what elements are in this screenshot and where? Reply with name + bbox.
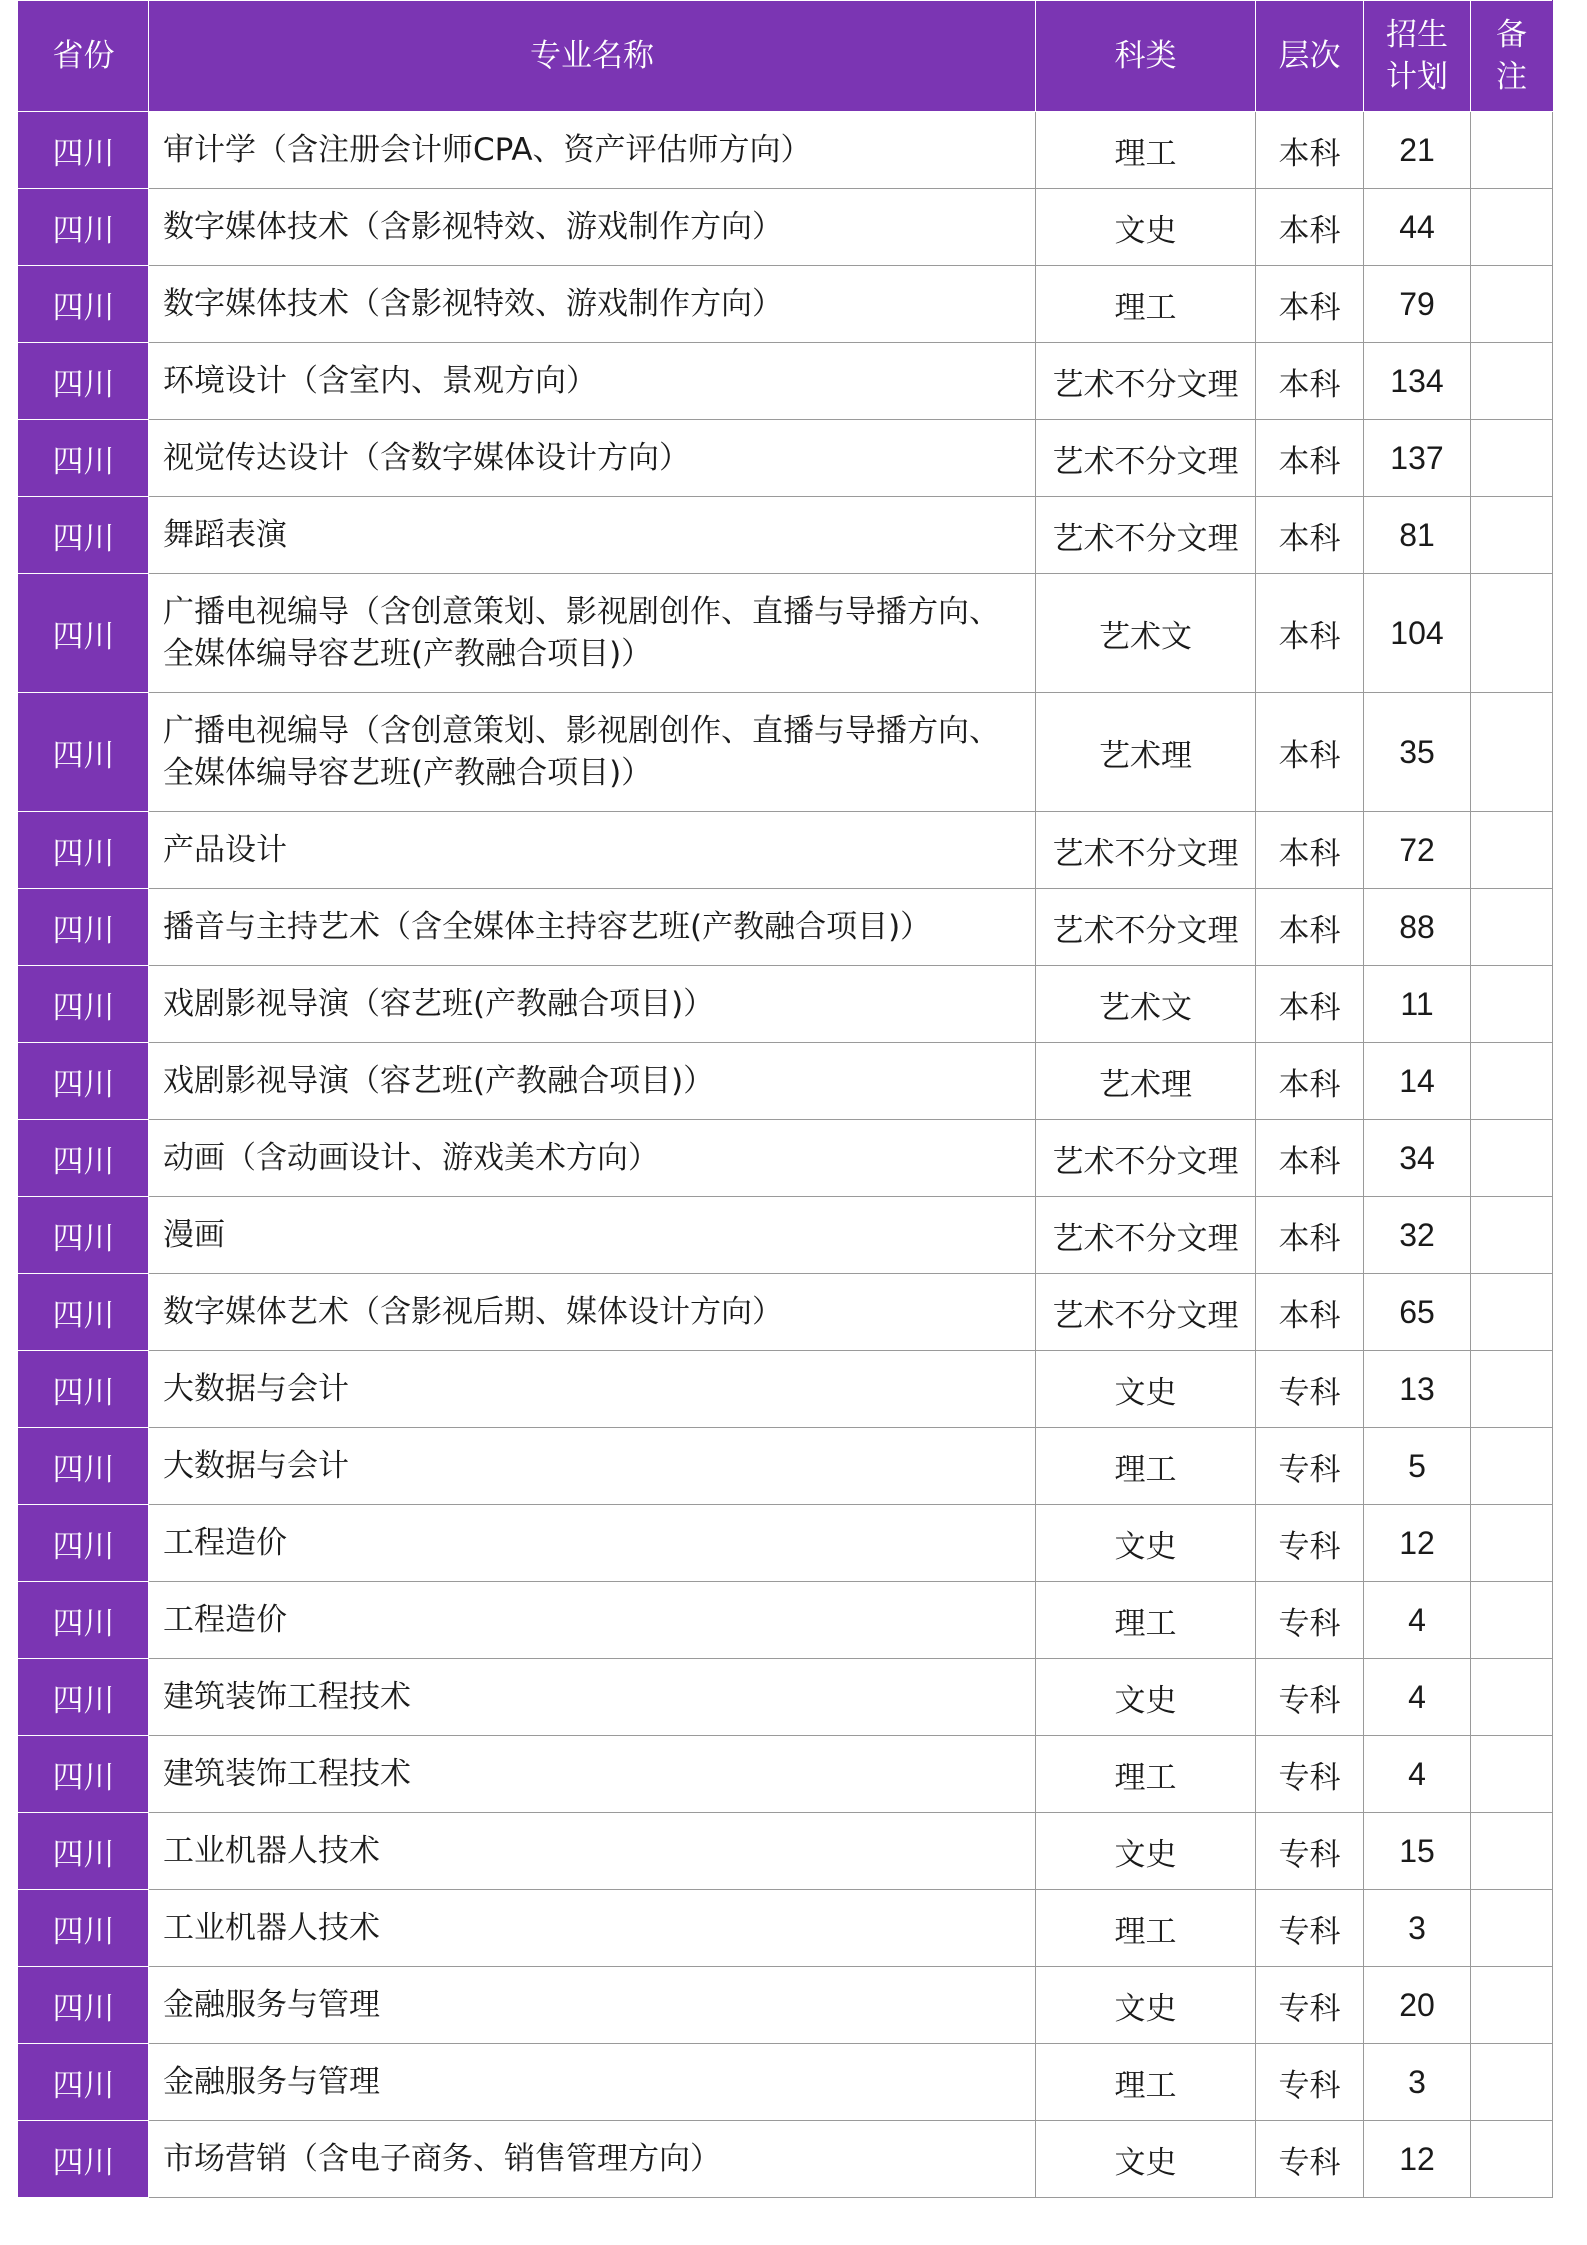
table-row <box>19 1351 1553 1428</box>
table-row <box>19 343 1553 420</box>
major-cell: 大数据与会计 <box>149 1428 1036 1505</box>
note-cell <box>1471 693 1553 812</box>
level-cell: 专科 <box>1256 1813 1364 1890</box>
note-cell <box>1471 343 1553 420</box>
header-note <box>1471 1 1553 112</box>
plan-count-cell: 35 <box>1364 693 1471 812</box>
level-cell: 专科 <box>1256 1351 1364 1428</box>
plan-count-cell: 137 <box>1364 420 1471 497</box>
header-major: 专业名称 <box>149 1 1036 112</box>
plan-count-cell: 3 <box>1364 2044 1471 2121</box>
table-row <box>19 420 1553 497</box>
major-cell: 产品设计 <box>149 812 1036 889</box>
table-row <box>19 1890 1553 1967</box>
table-row <box>19 1197 1553 1274</box>
table-row <box>19 1274 1553 1351</box>
table-row <box>19 693 1553 812</box>
plan-count-cell: 72 <box>1364 812 1471 889</box>
province-cell: 四川 <box>19 812 149 889</box>
note-cell <box>1471 1813 1553 1890</box>
major-cell: 视觉传达设计（含数字媒体设计方向） <box>149 420 1036 497</box>
level-cell: 本科 <box>1256 266 1364 343</box>
category-cell: 理工 <box>1036 266 1256 343</box>
table-row <box>19 966 1553 1043</box>
level-cell: 本科 <box>1256 574 1364 693</box>
category-cell: 艺术理 <box>1036 693 1256 812</box>
major-cell: 建筑装饰工程技术 <box>149 1659 1036 1736</box>
major-cell: 戏剧影视导演（容艺班(产教融合项目)） <box>149 1043 1036 1120</box>
major-cell: 播音与主持艺术（含全媒体主持容艺班(产教融合项目)） <box>149 889 1036 966</box>
major-cell: 动画（含动画设计、游戏美术方向） <box>149 1120 1036 1197</box>
table-row <box>19 189 1553 266</box>
province-cell: 四川 <box>19 420 149 497</box>
table-row <box>19 1813 1553 1890</box>
level-cell: 本科 <box>1256 420 1364 497</box>
table-row <box>19 266 1553 343</box>
major-cell: 戏剧影视导演（容艺班(产教融合项目)） <box>149 966 1036 1043</box>
category-cell: 理工 <box>1036 2044 1256 2121</box>
province-cell: 四川 <box>19 1428 149 1505</box>
major-cell: 工程造价 <box>149 1505 1036 1582</box>
category-cell: 文史 <box>1036 1659 1256 1736</box>
category-cell: 理工 <box>1036 1582 1256 1659</box>
table-row <box>19 2044 1553 2121</box>
plan-count-cell: 32 <box>1364 1197 1471 1274</box>
major-cell: 建筑装饰工程技术 <box>149 1736 1036 1813</box>
province-cell: 四川 <box>19 189 149 266</box>
plan-count-cell: 34 <box>1364 1120 1471 1197</box>
table-row <box>19 1120 1553 1197</box>
level-cell: 本科 <box>1256 1120 1364 1197</box>
major-cell: 市场营销（含电子商务、销售管理方向） <box>149 2121 1036 2198</box>
level-cell: 本科 <box>1256 112 1364 189</box>
province-cell: 四川 <box>19 1582 149 1659</box>
header-plan <box>1364 1 1471 112</box>
note-cell <box>1471 1736 1553 1813</box>
major-line: 广播电视编导（含创意策划、影视剧创作、直播与导播方向、 <box>163 594 1000 630</box>
category-cell: 艺术文 <box>1036 574 1256 693</box>
header-category: 科类 <box>1036 1 1256 112</box>
province-cell: 四川 <box>19 112 149 189</box>
note-cell <box>1471 1582 1553 1659</box>
province-cell: 四川 <box>19 1736 149 1813</box>
province-cell: 四川 <box>19 693 149 812</box>
level-cell: 专科 <box>1256 1736 1364 1813</box>
table-body <box>19 112 1553 2198</box>
province-cell: 四川 <box>19 343 149 420</box>
major-cell: 审计学（含注册会计师CPA、资产评估师方向） <box>149 112 1036 189</box>
major-cell: 金融服务与管理 <box>149 1967 1036 2044</box>
major-cell: 工业机器人技术 <box>149 1890 1036 1967</box>
plan-count-cell: 44 <box>1364 189 1471 266</box>
note-cell <box>1471 1967 1553 2044</box>
major-cell: 舞蹈表演 <box>149 497 1036 574</box>
plan-count-cell: 13 <box>1364 1351 1471 1428</box>
category-cell: 理工 <box>1036 112 1256 189</box>
major-line: 全媒体编导容艺班(产教融合项目)） <box>163 755 653 791</box>
level-cell: 专科 <box>1256 1505 1364 1582</box>
level-cell: 专科 <box>1256 2044 1364 2121</box>
category-cell: 文史 <box>1036 1351 1256 1428</box>
table-row <box>19 1505 1553 1582</box>
note-cell <box>1471 189 1553 266</box>
level-cell: 专科 <box>1256 1582 1364 1659</box>
note-cell <box>1471 1274 1553 1351</box>
category-cell: 理工 <box>1036 1428 1256 1505</box>
level-cell: 专科 <box>1256 1967 1364 2044</box>
table-header <box>19 1 1553 112</box>
plan-count-cell: 4 <box>1364 1659 1471 1736</box>
major-cell: 金融服务与管理 <box>149 2044 1036 2121</box>
level-cell: 专科 <box>1256 2121 1364 2198</box>
category-cell: 艺术不分文理 <box>1036 889 1256 966</box>
level-cell: 本科 <box>1256 812 1364 889</box>
plan-count-cell: 15 <box>1364 1813 1471 1890</box>
note-cell <box>1471 266 1553 343</box>
note-cell <box>1471 112 1553 189</box>
province-cell: 四川 <box>19 1197 149 1274</box>
major-cell: 工业机器人技术 <box>149 1813 1036 1890</box>
header-plan-line1: 招生 <box>1386 17 1448 53</box>
plan-count-cell: 88 <box>1364 889 1471 966</box>
province-cell: 四川 <box>19 966 149 1043</box>
enrollment-plan-table <box>18 0 1553 2198</box>
header-note-line1: 备 <box>1496 17 1527 53</box>
major-cell: 工程造价 <box>149 1582 1036 1659</box>
province-cell: 四川 <box>19 1043 149 1120</box>
category-cell: 文史 <box>1036 1813 1256 1890</box>
note-cell <box>1471 1659 1553 1736</box>
table-row <box>19 1428 1553 1505</box>
plan-count-cell: 3 <box>1364 1890 1471 1967</box>
plan-count-cell: 4 <box>1364 1736 1471 1813</box>
plan-count-cell: 65 <box>1364 1274 1471 1351</box>
plan-count-cell: 79 <box>1364 266 1471 343</box>
level-cell: 本科 <box>1256 889 1364 966</box>
major-cell: 漫画 <box>149 1197 1036 1274</box>
category-cell: 文史 <box>1036 1967 1256 2044</box>
level-cell: 本科 <box>1256 693 1364 812</box>
plan-count-cell: 104 <box>1364 574 1471 693</box>
header-province: 省份 <box>19 1 149 112</box>
level-cell: 本科 <box>1256 1043 1364 1120</box>
note-cell <box>1471 1351 1553 1428</box>
note-cell <box>1471 1197 1553 1274</box>
level-cell: 本科 <box>1256 189 1364 266</box>
plan-count-cell: 134 <box>1364 343 1471 420</box>
category-cell: 理工 <box>1036 1890 1256 1967</box>
header-level: 层次 <box>1256 1 1364 112</box>
category-cell: 艺术不分文理 <box>1036 1197 1256 1274</box>
note-cell <box>1471 1890 1553 1967</box>
table-row <box>19 812 1553 889</box>
table-row <box>19 1659 1553 1736</box>
plan-count-cell: 81 <box>1364 497 1471 574</box>
table-row <box>19 1736 1553 1813</box>
header-row <box>19 1 1553 112</box>
plan-count-cell: 11 <box>1364 966 1471 1043</box>
province-cell: 四川 <box>19 1659 149 1736</box>
province-cell: 四川 <box>19 574 149 693</box>
plan-count-cell: 20 <box>1364 1967 1471 2044</box>
level-cell: 本科 <box>1256 497 1364 574</box>
level-cell: 本科 <box>1256 1274 1364 1351</box>
category-cell: 艺术不分文理 <box>1036 812 1256 889</box>
category-cell: 艺术不分文理 <box>1036 343 1256 420</box>
table-row <box>19 1043 1553 1120</box>
note-cell <box>1471 1043 1553 1120</box>
table-row <box>19 1967 1553 2044</box>
major-cell <box>149 693 1036 812</box>
plan-count-cell: 14 <box>1364 1043 1471 1120</box>
header-note-line2: 注 <box>1496 59 1527 95</box>
plan-count-cell: 21 <box>1364 112 1471 189</box>
table-row <box>19 2121 1553 2198</box>
major-cell: 数字媒体艺术（含影视后期、媒体设计方向） <box>149 1274 1036 1351</box>
note-cell <box>1471 2044 1553 2121</box>
province-cell: 四川 <box>19 497 149 574</box>
province-cell: 四川 <box>19 1120 149 1197</box>
category-cell: 理工 <box>1036 1736 1256 1813</box>
category-cell: 文史 <box>1036 189 1256 266</box>
province-cell: 四川 <box>19 889 149 966</box>
province-cell: 四川 <box>19 1351 149 1428</box>
table-row <box>19 1582 1553 1659</box>
province-cell: 四川 <box>19 1274 149 1351</box>
note-cell <box>1471 497 1553 574</box>
major-cell: 环境设计（含室内、景观方向） <box>149 343 1036 420</box>
level-cell: 专科 <box>1256 1428 1364 1505</box>
note-cell <box>1471 420 1553 497</box>
plan-count-cell: 4 <box>1364 1582 1471 1659</box>
category-cell: 艺术不分文理 <box>1036 1274 1256 1351</box>
category-cell: 艺术不分文理 <box>1036 1120 1256 1197</box>
major-cell: 数字媒体技术（含影视特效、游戏制作方向） <box>149 189 1036 266</box>
note-cell <box>1471 1428 1553 1505</box>
province-cell: 四川 <box>19 2121 149 2198</box>
province-cell: 四川 <box>19 1967 149 2044</box>
province-cell: 四川 <box>19 2044 149 2121</box>
note-cell <box>1471 1120 1553 1197</box>
category-cell: 艺术文 <box>1036 966 1256 1043</box>
table-row <box>19 574 1553 693</box>
note-cell <box>1471 812 1553 889</box>
note-cell <box>1471 574 1553 693</box>
plan-count-cell: 12 <box>1364 1505 1471 1582</box>
major-line: 全媒体编导容艺班(产教融合项目)） <box>163 636 653 672</box>
level-cell: 本科 <box>1256 1197 1364 1274</box>
level-cell: 本科 <box>1256 966 1364 1043</box>
category-cell: 文史 <box>1036 1505 1256 1582</box>
note-cell <box>1471 2121 1553 2198</box>
category-cell: 艺术不分文理 <box>1036 420 1256 497</box>
level-cell: 本科 <box>1256 343 1364 420</box>
plan-count-cell: 12 <box>1364 2121 1471 2198</box>
level-cell: 专科 <box>1256 1890 1364 1967</box>
major-cell: 大数据与会计 <box>149 1351 1036 1428</box>
province-cell: 四川 <box>19 1813 149 1890</box>
note-cell <box>1471 1505 1553 1582</box>
header-plan-line2: 计划 <box>1386 59 1448 95</box>
note-cell <box>1471 966 1553 1043</box>
major-cell: 数字媒体技术（含影视特效、游戏制作方向） <box>149 266 1036 343</box>
table-row <box>19 112 1553 189</box>
note-cell <box>1471 889 1553 966</box>
province-cell: 四川 <box>19 1505 149 1582</box>
major-line: 广播电视编导（含创意策划、影视剧创作、直播与导播方向、 <box>163 713 1000 749</box>
table-row <box>19 497 1553 574</box>
major-cell <box>149 574 1036 693</box>
category-cell: 文史 <box>1036 2121 1256 2198</box>
province-cell: 四川 <box>19 266 149 343</box>
province-cell: 四川 <box>19 1890 149 1967</box>
table-row <box>19 889 1553 966</box>
level-cell: 专科 <box>1256 1659 1364 1736</box>
plan-count-cell: 5 <box>1364 1428 1471 1505</box>
category-cell: 艺术理 <box>1036 1043 1256 1120</box>
category-cell: 艺术不分文理 <box>1036 497 1256 574</box>
